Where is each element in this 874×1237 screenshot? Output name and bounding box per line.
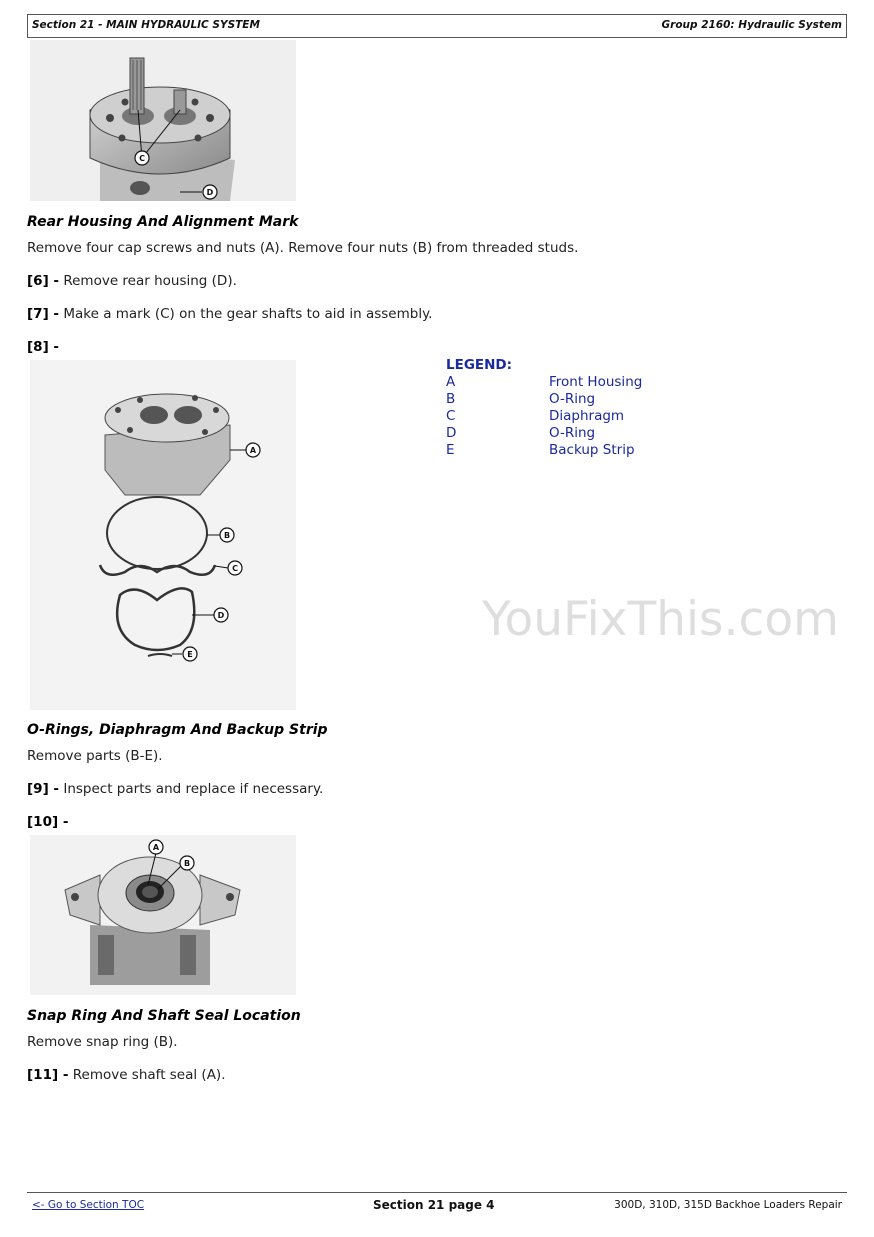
- step-6-number: [6] -: [27, 273, 60, 289]
- instruction-remove-parts: Remove parts (B-E).: [27, 748, 163, 764]
- header-right-rule: [846, 14, 847, 37]
- instruction-remove-cap-screws: Remove four cap screws and nuts (A). Remove four nuts (B) from threaded studs.: [27, 240, 579, 256]
- header-bottom-rule: [27, 37, 847, 38]
- step-8: [27, 339, 59, 355]
- callout-c: C: [139, 154, 145, 163]
- step-6: [27, 273, 237, 289]
- footer-manual-title: 300D, 310D, 315D Backhoe Loaders Repair: [614, 1199, 842, 1211]
- legend-key: A: [446, 374, 456, 390]
- header-section-title: Section 21 - MAIN HYDRAULIC SYSTEM: [32, 19, 260, 31]
- caption-o-rings: O-Rings, Diaphragm And Backup Strip: [27, 722, 328, 738]
- section-toc-link[interactable]: <- Go to Section TOC: [32, 1199, 145, 1211]
- callout-e: E: [187, 650, 193, 659]
- step-7-number: [7] -: [27, 306, 60, 322]
- legend: [446, 357, 706, 462]
- legend-key: E: [446, 442, 455, 458]
- header-top-rule: [27, 14, 847, 15]
- legend-key: B: [446, 391, 456, 407]
- legend-value: Diaphragm: [549, 408, 625, 424]
- callout-a: A: [249, 446, 257, 455]
- step-9-number: [9] -: [27, 781, 60, 797]
- step-9: [27, 781, 323, 797]
- figure-snap-ring-seal: [30, 835, 296, 995]
- legend-key: C: [446, 408, 456, 424]
- caption-snap-ring: Snap Ring And Shaft Seal Location: [27, 1008, 301, 1024]
- step-11-number: [11] -: [27, 1067, 69, 1083]
- callout-b: B: [183, 859, 191, 868]
- legend-title: LEGEND:: [446, 357, 513, 373]
- legend-value: Backup Strip: [549, 442, 635, 458]
- callout-d: D: [206, 188, 214, 197]
- header-left-rule: [27, 14, 28, 37]
- callout-d: D: [217, 611, 225, 620]
- legend-value: O-Ring: [549, 425, 596, 441]
- step-7: [27, 306, 432, 322]
- step-10-number: [10] -: [27, 814, 69, 830]
- header-group-title: Group 2160: Hydraulic System: [661, 19, 842, 31]
- step-9-text: Inspect parts and replace if necessary.: [63, 781, 324, 797]
- legend-value: O-Ring: [549, 391, 596, 407]
- footer-rule: [27, 1192, 847, 1193]
- figure-rear-housing: [30, 40, 296, 201]
- step-10: [27, 814, 68, 830]
- footer-page-number: Section 21 page 4: [373, 1198, 495, 1212]
- callout-a: A: [152, 843, 160, 852]
- step-11-text: Remove shaft seal (A).: [72, 1067, 226, 1083]
- step-11: [27, 1067, 226, 1083]
- figure-o-rings-diaphragm: [30, 360, 296, 710]
- callout-c: C: [232, 564, 238, 573]
- step-6-text: Remove rear housing (D).: [63, 273, 237, 289]
- instruction-remove-snap-ring: Remove snap ring (B).: [27, 1034, 178, 1050]
- step-8-number: [8] -: [27, 339, 60, 355]
- step-7-text: Make a mark (C) on the gear shafts to aid in assembly.: [63, 306, 433, 322]
- callout-b: B: [223, 531, 231, 540]
- legend-value: Front Housing: [549, 374, 643, 390]
- legend-key: D: [446, 425, 457, 441]
- watermark: YouFixThis.com: [482, 592, 839, 647]
- caption-rear-housing: Rear Housing And Alignment Mark: [27, 214, 299, 230]
